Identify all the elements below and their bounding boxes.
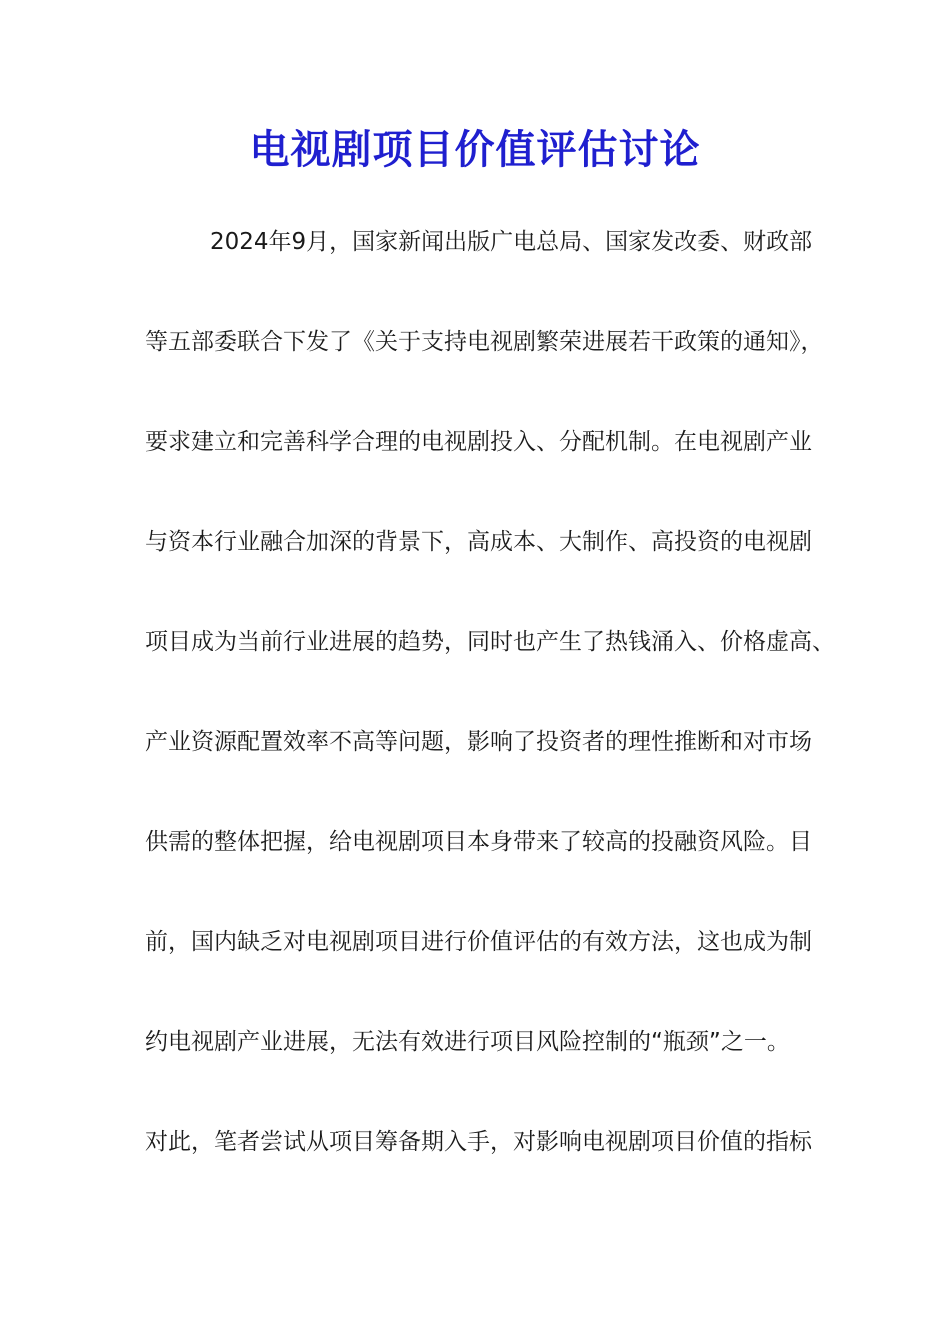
document-title: 电视剧项目价值评估讨论 <box>249 126 701 173</box>
paragraph-line-3: 要求建立和完善科学合理的电视剧投入、分配机制。在电视剧产业 <box>145 429 812 455</box>
paragraph-line-9: 约电视剧产业进展，无法有效进行项目风险控制的“瓶颈”之一。 <box>145 1029 790 1055</box>
paragraph-line-8: 前，国内缺乏对电视剧项目进行价值评估的有效方法，这也成为制 <box>145 929 812 955</box>
paragraph-line-5: 项目成为当前行业进展的趋势，同时也产生了热钱涌入、价格虚高、 <box>145 629 835 655</box>
paragraph-line-4: 与资本行业融合加深的背景下，高成本、大制作、高投资的电视剧 <box>145 529 812 555</box>
paragraph-line-7: 供需的整体把握，给电视剧项目本身带来了较高的投融资风险。目 <box>145 829 812 855</box>
paragraph-line-6: 产业资源配置效率不高等问题，影响了投资者的理性推断和对市场 <box>145 729 812 755</box>
paragraph-line-1: 2024年9月，国家新闻出版广电总局、国家发改委、财政部 <box>210 229 813 255</box>
paragraph-line-10: 对此，笔者尝试从项目筹备期入手，对影响电视剧项目价值的指标 <box>145 1129 812 1155</box>
paragraph-line-2: 等五部委联合下发了《关于支持电视剧繁荣进展若干政策的通知》， <box>145 329 824 355</box>
